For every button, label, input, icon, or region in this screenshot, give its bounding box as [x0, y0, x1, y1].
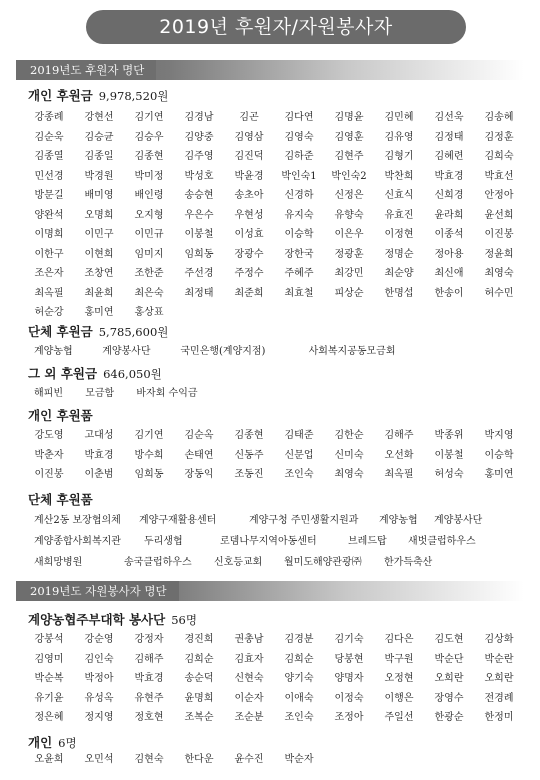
list-item: 한광순 — [434, 712, 464, 723]
list-item: 박효경 — [84, 449, 114, 461]
list-item: 우현성 — [234, 209, 264, 221]
list-item: 김현주 — [334, 151, 364, 162]
list-item: 박효선 — [484, 170, 514, 182]
group-goods-label: 단체 후원품 — [28, 492, 93, 507]
list-item: 이승학 — [284, 229, 314, 240]
list-item: 김해주 — [134, 653, 164, 665]
list-item: 박순단 — [434, 653, 464, 665]
list-item: 주정수 — [234, 268, 264, 279]
list-item: 바자회 수익금 — [136, 388, 198, 399]
donors-section-heading: 2019년도 후원자 명단 — [16, 60, 156, 80]
list-item: 오명희 — [84, 209, 114, 221]
list-item: 최옥필 — [384, 469, 414, 480]
list-item: 정호현 — [134, 712, 164, 723]
list-item: 윤선희 — [484, 209, 514, 221]
list-item: 홍미연 — [84, 307, 114, 318]
list-item: 정아용 — [434, 248, 464, 260]
list-item: 이춘범 — [84, 469, 114, 480]
group-donation-heading — [28, 322, 168, 340]
list-item: 김승균 — [84, 131, 114, 143]
list-item: 김기숙 — [334, 634, 364, 645]
volunteer-group-label: 계양농협주부대학 봉사단 — [28, 612, 166, 627]
list-item: 김승우 — [134, 131, 164, 143]
list-item: 김종현 — [134, 151, 164, 162]
list-item: 최윤희 — [84, 287, 114, 299]
list-item: 강현선 — [84, 112, 114, 123]
group-donor-list — [34, 342, 396, 357]
list-item: 김희숙 — [484, 151, 514, 162]
list-item: 김유영 — [384, 131, 414, 143]
other-donation-amount: 646,050원 — [103, 367, 162, 381]
list-item: 김종일 — [84, 151, 114, 162]
list-item: 박효경 — [434, 170, 464, 182]
list-item: 박인숙2 — [331, 170, 367, 182]
list-item: 오희란 — [434, 673, 464, 684]
list-item: 조복순 — [184, 712, 214, 723]
list-item: 최순양 — [384, 268, 414, 279]
list-item: 당봉현 — [334, 653, 364, 665]
list-item: 김진덕 — [234, 151, 264, 162]
list-item: 강순영 — [84, 634, 114, 645]
list-item: 오희란 — [484, 673, 514, 684]
list-item: 김정훈 — [484, 131, 514, 143]
list-item: 양명자 — [334, 673, 364, 684]
list-item: 김해주 — [384, 430, 414, 441]
list-item: 임희동 — [184, 248, 214, 260]
group-goods-row — [34, 552, 482, 573]
list-item: 최영숙 — [484, 268, 514, 279]
list-item: 김경남 — [184, 112, 214, 123]
list-item: 강봉석 — [34, 634, 64, 645]
list-item: 주일선 — [384, 712, 414, 723]
list-item: 송초아 — [234, 190, 264, 201]
list-item: 강도영 — [34, 430, 64, 441]
list-item: 한명섭 — [384, 287, 414, 299]
list-item: 이현희 — [84, 248, 114, 260]
list-item: 박정아 — [84, 673, 114, 684]
list-item: 임희동 — [134, 469, 164, 480]
list-item: 김명윤 — [334, 112, 364, 123]
list-item: 박경원 — [84, 170, 114, 182]
list-item: 한다운 — [184, 754, 214, 765]
list-item: 계양종합사회복지관 — [34, 536, 121, 547]
list-item: 김다은 — [384, 634, 414, 645]
list-item: 최영숙 — [334, 469, 364, 480]
list-item: 정명순 — [384, 248, 414, 260]
list-item: 이봉철 — [434, 449, 464, 461]
list-item: 신경하 — [284, 190, 314, 201]
list-item: 김종현 — [234, 430, 264, 441]
list-item: 박윤경 — [234, 170, 264, 182]
volunteer-individual-heading — [28, 733, 77, 751]
list-item: 김태준 — [284, 430, 314, 441]
list-item: 신효식 — [384, 190, 414, 201]
list-item: 조인숙 — [284, 469, 314, 480]
list-item: 김민혜 — [384, 112, 414, 123]
list-item: 배인령 — [134, 190, 164, 201]
individual-donation-label: 개인 후원금 — [28, 88, 93, 103]
list-item: 김하준 — [284, 151, 314, 162]
list-item: 계양농협 — [34, 346, 73, 357]
list-item: 김한순 — [334, 430, 364, 441]
list-item: 최강민 — [334, 268, 364, 279]
list-item: 신미숙 — [334, 449, 364, 461]
list-item: 새벗클럽하우스 — [408, 536, 476, 547]
list-item: 이정숙 — [334, 692, 364, 704]
volunteer-group-heading — [28, 610, 197, 628]
list-item: 김영훈 — [334, 131, 364, 143]
list-item: 조인숙 — [284, 712, 314, 723]
list-item: 조은자 — [34, 268, 64, 279]
list-item: 한가득축산 — [384, 557, 433, 568]
list-item: 이진봉 — [34, 469, 64, 480]
group-goods-row — [34, 510, 482, 531]
list-item: 신호등교회 — [214, 557, 263, 568]
list-item: 오선화 — [384, 449, 414, 461]
list-item: 김희순 — [284, 653, 314, 665]
volunteer-individual-list — [24, 750, 524, 770]
list-item: 박춘자 — [34, 449, 64, 461]
list-item: 김종열 — [34, 151, 64, 162]
list-item: 신현숙 — [234, 673, 264, 684]
list-item: 유지숙 — [284, 209, 314, 221]
list-item: 오지형 — [134, 209, 164, 221]
list-item: 최신애 — [434, 268, 464, 279]
list-item: 계산2동 보장협의체 — [34, 515, 121, 526]
list-item: 윤명희 — [184, 692, 214, 704]
list-item: 유향숙 — [334, 209, 364, 221]
list-item: 정윤희 — [484, 248, 514, 260]
list-item: 이성효 — [234, 229, 264, 240]
list-item: 조동진 — [234, 469, 264, 480]
list-item: 김곤 — [239, 112, 259, 123]
list-item: 허성숙 — [434, 469, 464, 480]
list-item: 양기숙 — [284, 673, 314, 684]
list-item: 이민규 — [134, 229, 164, 240]
individual-goods-label: 개인 후원품 — [28, 408, 93, 423]
list-item: 주선경 — [184, 268, 214, 279]
list-item: 최준희 — [234, 287, 264, 299]
list-item: 강정자 — [134, 634, 164, 645]
list-item: 박순자 — [284, 754, 314, 765]
list-item: 홍상표 — [134, 307, 164, 318]
list-item: 김경분 — [284, 634, 314, 645]
list-item: 유효진 — [384, 209, 414, 221]
individual-donor-list — [24, 108, 524, 323]
group-donation-label: 단체 후원금 — [28, 324, 93, 339]
list-item: 손태연 — [184, 449, 214, 461]
list-item: 김영미 — [34, 653, 64, 665]
list-item: 모금함 — [85, 388, 115, 399]
list-item: 박인숙1 — [281, 170, 317, 182]
list-item: 계양구재활용센터 — [139, 515, 217, 526]
other-donation-heading — [28, 364, 162, 382]
list-item: 새희망병원 — [34, 557, 83, 568]
list-item: 이승학 — [484, 449, 514, 461]
list-item: 김형기 — [384, 151, 414, 162]
list-item: 최옥필 — [34, 287, 64, 299]
list-item: 우은수 — [184, 209, 214, 221]
list-item: 강종례 — [34, 112, 64, 123]
list-item: 방수희 — [134, 449, 164, 461]
list-item: 김영숙 — [284, 131, 314, 143]
list-item: 최효철 — [284, 287, 314, 299]
list-item: 이은우 — [334, 229, 364, 240]
list-item: 최은숙 — [134, 287, 164, 299]
list-item: 주혜주 — [284, 268, 314, 279]
individual-donation-amount: 9,978,520원 — [98, 89, 169, 103]
group-goods-heading — [28, 490, 93, 508]
list-item: 박종위 — [434, 430, 464, 441]
list-item: 홍미연 — [484, 469, 514, 480]
list-item: 조창연 — [84, 268, 114, 279]
list-item: 조한준 — [134, 268, 164, 279]
list-item: 김다연 — [284, 112, 314, 123]
list-item: 이행은 — [384, 692, 414, 704]
list-item: 임미지 — [134, 248, 164, 260]
list-item: 정광훈 — [334, 248, 364, 260]
list-item: 계양봉사단 — [434, 515, 483, 526]
list-item: 박지영 — [484, 430, 514, 441]
individual-donation-heading — [28, 86, 168, 104]
list-item: 유현주 — [134, 692, 164, 704]
list-item: 유기윤 — [34, 692, 64, 704]
list-item: 장영수 — [434, 692, 464, 704]
list-item: 김효자 — [234, 653, 264, 665]
list-item: 장광수 — [234, 248, 264, 260]
list-item: 한정미 — [484, 712, 514, 723]
list-item: 박미정 — [134, 170, 164, 182]
list-item: 김기연 — [134, 430, 164, 441]
volunteer-group-count: 56명 — [171, 613, 197, 627]
list-item: 배미영 — [84, 190, 114, 201]
group-donation-amount: 5,785,600원 — [98, 325, 169, 339]
list-item: 국민은행(계양지점) — [180, 346, 266, 357]
page-title: 2019년 후원자/자원봉사자 — [86, 10, 466, 44]
list-item: 고대성 — [84, 430, 114, 441]
list-item: 장한국 — [284, 248, 314, 260]
volunteer-group-list — [24, 630, 524, 728]
list-item: 김도현 — [434, 634, 464, 645]
individual-goods-list — [24, 426, 524, 485]
group-goods-list — [34, 510, 482, 573]
list-item: 김영삼 — [234, 131, 264, 143]
list-item: 김인숙 — [84, 653, 114, 665]
list-item: 박순복 — [34, 673, 64, 684]
list-item: 계양농협 — [379, 515, 418, 526]
list-item: 김양중 — [184, 131, 214, 143]
list-item: 윤라희 — [434, 209, 464, 221]
list-item: 조순분 — [234, 712, 264, 723]
individual-goods-heading — [28, 406, 93, 424]
list-item: 이명희 — [34, 229, 64, 240]
list-item: 김희순 — [184, 653, 214, 665]
list-item: 이한구 — [34, 248, 64, 260]
list-item: 송순덕 — [184, 673, 214, 684]
list-item: 안정아 — [484, 190, 514, 201]
list-item: 신문업 — [284, 449, 314, 461]
list-item: 박성호 — [184, 170, 214, 182]
list-item: 로뎀나무지역아동센터 — [220, 536, 317, 547]
list-item: 김주영 — [184, 151, 214, 162]
list-item: 이순자 — [234, 692, 264, 704]
list-item: 이봉철 — [184, 229, 214, 240]
list-item: 박효경 — [134, 673, 164, 684]
list-item: 경진희 — [184, 634, 214, 645]
list-item: 박구원 — [384, 653, 414, 665]
list-item: 사회복지공동모금회 — [308, 346, 396, 357]
group-goods-row — [34, 531, 482, 552]
list-item: 조정아 — [334, 712, 364, 723]
list-item: 김순옥 — [184, 430, 214, 441]
list-item: 허수민 — [484, 287, 514, 299]
list-item: 김혜련 — [434, 151, 464, 162]
volunteers-section-heading: 2019년도 자원봉사자 명단 — [16, 581, 179, 601]
list-item: 권총남 — [234, 634, 264, 645]
list-item: 이애숙 — [284, 692, 314, 704]
list-item: 피상순 — [334, 287, 364, 299]
volunteer-individual-label: 개인 — [28, 735, 53, 750]
list-item: 계양구청 주민생활지원과 — [249, 515, 359, 526]
list-item: 이진봉 — [484, 229, 514, 240]
list-item: 박순란 — [484, 653, 514, 665]
list-item: 김송혜 — [484, 112, 514, 123]
list-item: 브레드탑 — [348, 536, 387, 547]
list-item: 최정태 — [184, 287, 214, 299]
list-item: 두리생협 — [144, 536, 183, 547]
list-item: 김상화 — [484, 634, 514, 645]
list-item: 송승현 — [184, 190, 214, 201]
list-item: 장동익 — [184, 469, 214, 480]
list-item: 오민석 — [84, 754, 114, 765]
list-item: 신정은 — [334, 190, 364, 201]
other-donation-list — [34, 384, 198, 399]
list-item: 김선욱 — [434, 112, 464, 123]
list-item: 한송이 — [434, 287, 464, 299]
list-item: 김현숙 — [134, 754, 164, 765]
list-item: 방문길 — [34, 190, 64, 201]
list-item: 송국클럽하우스 — [124, 557, 192, 568]
list-item: 계양봉사단 — [102, 346, 151, 357]
list-item: 오윤희 — [34, 754, 64, 765]
volunteer-individual-count: 6명 — [58, 736, 77, 750]
list-item: 이종석 — [434, 229, 464, 240]
list-item: 정지영 — [84, 712, 114, 723]
list-item: 김순욱 — [34, 131, 64, 143]
list-item: 해피빈 — [34, 388, 63, 399]
list-item: 이민구 — [84, 229, 114, 240]
list-item: 정은혜 — [34, 712, 64, 723]
list-item: 박찬희 — [384, 170, 414, 182]
list-item: 민선경 — [34, 170, 64, 182]
list-item: 양완석 — [34, 209, 64, 221]
list-item: 윤수진 — [234, 754, 264, 765]
other-donation-label: 그 외 후원금 — [28, 366, 98, 381]
list-item: 이정현 — [384, 229, 414, 240]
list-item: 신동주 — [234, 449, 264, 461]
list-item: 전경례 — [484, 692, 514, 704]
list-item: 월미도해양관광㈜ — [284, 557, 362, 568]
list-item: 신희경 — [434, 190, 464, 201]
list-item: 김기연 — [134, 112, 164, 123]
list-item: 김정태 — [434, 131, 464, 143]
list-item: 오정현 — [384, 673, 414, 684]
list-item: 유성옥 — [84, 692, 114, 704]
list-item: 허순강 — [34, 307, 64, 318]
